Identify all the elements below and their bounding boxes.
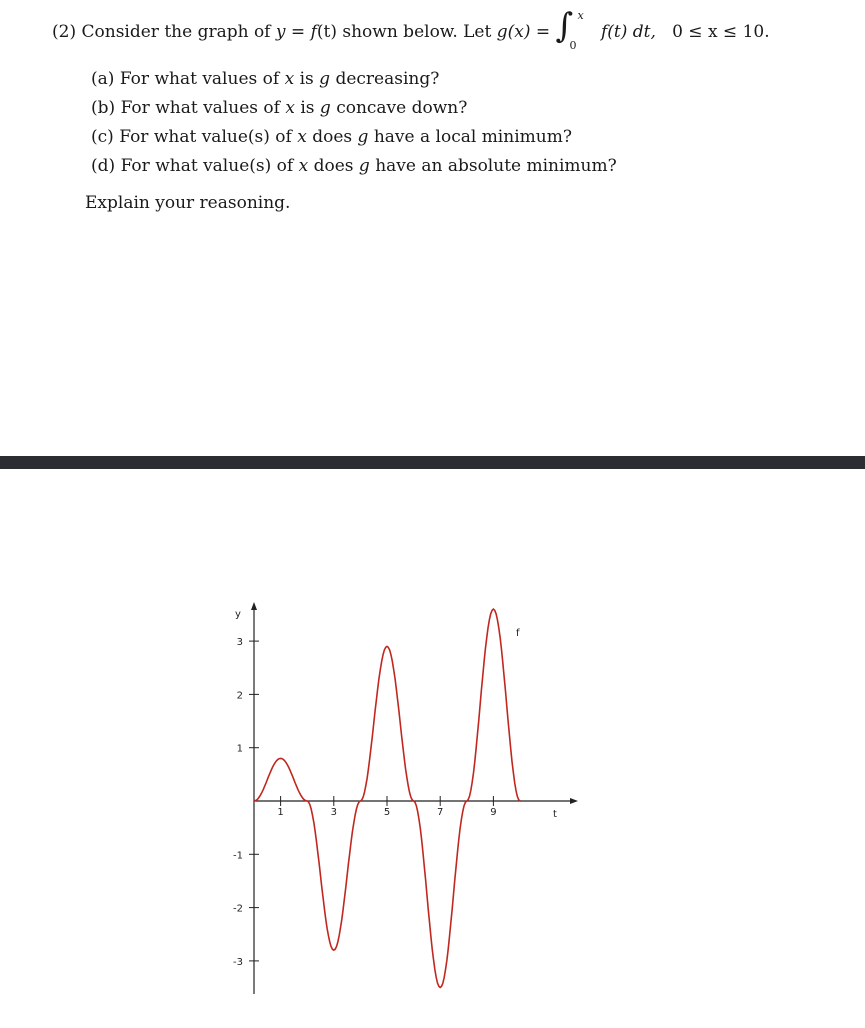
question-number: (2) — [52, 22, 77, 42]
integral-sign: ∫ — [555, 5, 574, 46]
curve-label: f — [516, 627, 520, 639]
part-text: concave down? — [336, 98, 468, 118]
eq-y: y — [275, 22, 286, 42]
y-tick-label: 3 — [236, 637, 243, 649]
question-line — [52, 5, 770, 52]
part-var: x — [298, 156, 309, 176]
x-tick-label: 5 — [383, 807, 391, 818]
part-g: g — [357, 127, 369, 147]
graph-svg — [0, 469, 865, 1024]
part-label: (a) — [91, 69, 115, 89]
y-tick-label: -1 — [233, 850, 243, 862]
part-text: decreasing? — [335, 69, 440, 89]
eq-equals: = — [285, 22, 311, 42]
part-var: x — [297, 127, 307, 147]
part-var: x — [284, 69, 295, 89]
x-axis-label: t — [553, 809, 557, 820]
x-tick-label: 3 — [330, 807, 337, 818]
question-intro: Consider the graph of — [81, 22, 271, 42]
y-axis-arrow — [251, 602, 257, 610]
integrand: f(t) dt, — [600, 22, 656, 42]
part-g: g — [319, 69, 331, 89]
part-text: is — [299, 69, 314, 89]
part-text: For what values of — [120, 98, 280, 118]
g-equals: = — [530, 22, 556, 42]
part-b — [91, 98, 467, 118]
part-text: have an absolute minimum? — [375, 156, 617, 176]
eq-t: (t) — [316, 22, 337, 42]
integral — [555, 5, 596, 52]
graph-figure — [0, 469, 865, 1024]
part-text: is — [300, 98, 315, 118]
part-label: (b) — [91, 98, 116, 118]
eq-f: f — [310, 22, 317, 42]
domain: 0 ≤ x ≤ 10. — [672, 22, 770, 42]
x-tick-label: 7 — [437, 807, 444, 818]
y-tick-label: 2 — [236, 690, 243, 702]
part-text: For what value(s) of — [120, 156, 294, 176]
part-label: (d) — [91, 156, 116, 176]
y-tick-label: -2 — [233, 903, 243, 915]
part-text: does — [313, 156, 354, 176]
integral-upper: x — [577, 8, 584, 22]
section-divider — [0, 456, 865, 469]
part-text: For what value(s) of — [119, 127, 292, 147]
part-text: have a local minimum? — [373, 127, 572, 147]
y-tick-label: -3 — [233, 956, 243, 968]
part-a — [91, 69, 439, 89]
question-shown: shown below. Let — [336, 22, 497, 42]
part-text: For what values of — [119, 69, 280, 89]
part-g: g — [358, 156, 370, 176]
explain-instruction: Explain your reasoning. — [85, 193, 291, 213]
part-c — [91, 127, 572, 147]
part-label: (c) — [91, 127, 114, 147]
part-text: does — [312, 127, 353, 147]
y-axis-label: y — [235, 609, 241, 620]
part-d — [91, 156, 617, 176]
x-tick-label: 1 — [277, 807, 284, 818]
part-g: g — [319, 98, 331, 118]
x-tick-label: 9 — [490, 807, 497, 818]
y-tick-label: 1 — [236, 743, 243, 755]
g-definition: g(x) — [496, 22, 531, 42]
part-var: x — [285, 98, 295, 118]
integral-lower: 0 — [569, 38, 577, 52]
x-axis-arrow — [570, 798, 578, 804]
problem-statement — [0, 0, 865, 456]
